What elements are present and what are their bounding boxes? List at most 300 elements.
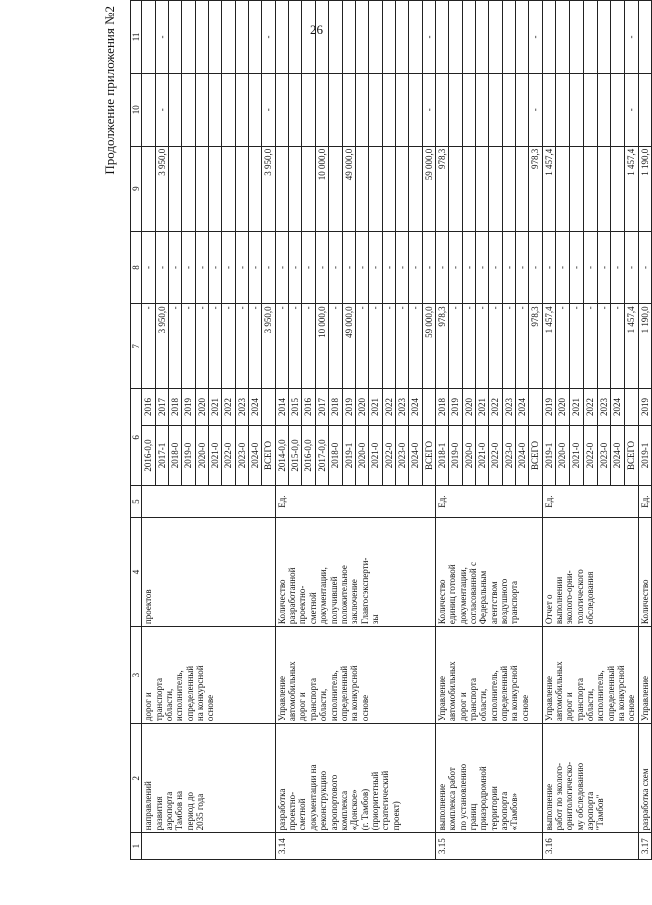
year: 2014 xyxy=(275,389,288,425)
col10-value xyxy=(542,73,556,146)
col7-value: - xyxy=(462,304,475,389)
col7-value: 1 457,4 xyxy=(624,304,638,389)
col9-value: 978,3 xyxy=(435,146,448,231)
col10-value xyxy=(556,73,570,146)
col11-value xyxy=(515,1,528,74)
col8-value: - xyxy=(235,231,248,304)
col11-value xyxy=(449,1,462,74)
col8-value: - xyxy=(462,231,475,304)
col7-value: - xyxy=(169,304,182,389)
year: 2021 xyxy=(475,389,488,425)
col8-value: - xyxy=(515,231,528,304)
col11-value xyxy=(435,1,448,74)
year-value: 2021-0 xyxy=(209,425,222,486)
col11-value xyxy=(583,1,597,74)
year: 2018 xyxy=(329,389,342,425)
col10-value: - xyxy=(155,73,168,146)
indicator: Количество разработанной проектно- сметной документации, получившей положительное заключение Главгосэксперти- зы xyxy=(275,517,435,626)
year xyxy=(529,389,542,425)
year: 2023 xyxy=(502,389,515,425)
col11-value xyxy=(409,1,422,74)
col9-value xyxy=(169,146,182,231)
col7-value: - xyxy=(597,304,611,389)
col8-value: - xyxy=(542,231,556,304)
col9-value xyxy=(597,146,611,231)
year: 2023 xyxy=(235,389,248,425)
col11-value xyxy=(209,1,222,74)
col9-value xyxy=(395,146,408,231)
row-number: 3.15 xyxy=(435,833,542,860)
col11-value xyxy=(489,1,502,74)
table-row xyxy=(435,1,448,860)
col7-value: - xyxy=(182,304,195,389)
col11-value xyxy=(369,1,382,74)
col8-value: - xyxy=(395,231,408,304)
col11-value xyxy=(302,1,315,74)
col8-value: - xyxy=(422,231,435,304)
year-value: 2018-1 xyxy=(435,425,448,486)
col10-value xyxy=(515,73,528,146)
indicator: проектов xyxy=(142,517,275,626)
col8-value: - xyxy=(195,231,208,304)
row-number: 3.17 xyxy=(638,833,651,860)
col8-value: - xyxy=(275,231,288,304)
col7-value: - xyxy=(475,304,488,389)
year-value: 2014-0,0 xyxy=(275,425,288,486)
col7-value: 10 000,0 xyxy=(315,304,328,389)
year-value: 2024-0 xyxy=(249,425,262,486)
year-value: 2020-0 xyxy=(462,425,475,486)
col9-value xyxy=(449,146,462,231)
col8-value: - xyxy=(249,231,262,304)
year-value: ВСЕГО xyxy=(262,425,275,486)
year-value: 2017-0,0 xyxy=(315,425,328,486)
col9-value: 10 000,0 xyxy=(315,146,328,231)
col10-value xyxy=(169,73,182,146)
year xyxy=(262,389,275,425)
executor: Управление xyxy=(638,627,651,724)
year: 2021 xyxy=(570,389,584,425)
col8-value: - xyxy=(583,231,597,304)
col10-value xyxy=(329,73,342,146)
activity-name: направлений развития аэропорта Тамбов на период до 2035 года xyxy=(142,724,275,833)
col7-value: - xyxy=(395,304,408,389)
col8-value: - xyxy=(611,231,625,304)
row-number: 3.16 xyxy=(542,833,638,860)
col9-value xyxy=(556,146,570,231)
year: 2019 xyxy=(182,389,195,425)
unit xyxy=(142,486,275,518)
header-col-10: 10 xyxy=(131,73,142,146)
year-value: 2019-0 xyxy=(449,425,462,486)
col9-value xyxy=(502,146,515,231)
year: 2017 xyxy=(315,389,328,425)
year: 2016 xyxy=(302,389,315,425)
col9-value: 3 950,0 xyxy=(155,146,168,231)
col7-value: 978,3 xyxy=(435,304,448,389)
year: 2024 xyxy=(611,389,625,425)
col10-value xyxy=(249,73,262,146)
col8-value: - xyxy=(369,231,382,304)
col11-value xyxy=(222,1,235,74)
col7-value: - xyxy=(409,304,422,389)
year-value: 2019-1 xyxy=(342,425,355,486)
col7-value: - xyxy=(449,304,462,389)
year: 2020 xyxy=(556,389,570,425)
col10-value xyxy=(382,73,395,146)
col9-value xyxy=(489,146,502,231)
executor: дорог и транспорта области, исполнитель, определенный на конкурсной основе xyxy=(142,627,275,724)
header-row xyxy=(131,1,142,860)
col9-value xyxy=(583,146,597,231)
col10-value xyxy=(395,73,408,146)
year-value: 2023-0 xyxy=(235,425,248,486)
unit: Ед. xyxy=(435,486,542,518)
header-col-5: 5 xyxy=(131,486,142,518)
col10-value xyxy=(289,73,302,146)
col11-value xyxy=(249,1,262,74)
col11-value xyxy=(315,1,328,74)
col7-value: 1 457,4 xyxy=(542,304,556,389)
col8-value: - xyxy=(597,231,611,304)
col9-value xyxy=(570,146,584,231)
col10-value xyxy=(235,73,248,146)
col11-value xyxy=(289,1,302,74)
col11-value xyxy=(355,1,368,74)
year: 2019 xyxy=(449,389,462,425)
col11-value: - xyxy=(529,1,542,74)
col8-value: - xyxy=(638,231,651,304)
col9-value xyxy=(209,146,222,231)
col11-value xyxy=(395,1,408,74)
year-value: 2019-1 xyxy=(542,425,556,486)
header-col-6: 6 xyxy=(131,389,142,486)
col9-value xyxy=(369,146,382,231)
col8-value: - xyxy=(355,231,368,304)
year-value: 2018-0 xyxy=(169,425,182,486)
year-value: ВСЕГО xyxy=(529,425,542,486)
col8-value: - xyxy=(624,231,638,304)
col8-value: - xyxy=(382,231,395,304)
col8-value: - xyxy=(570,231,584,304)
header-col-4: 4 xyxy=(131,517,142,626)
col10-value xyxy=(315,73,328,146)
col9-value xyxy=(275,146,288,231)
col9-value xyxy=(382,146,395,231)
col8-value: - xyxy=(169,231,182,304)
year-value: 2022-0 xyxy=(583,425,597,486)
year-value: 2015-0,0 xyxy=(289,425,302,486)
col9-value xyxy=(249,146,262,231)
col10-value xyxy=(435,73,448,146)
indicator: Количество xyxy=(638,517,651,626)
col9-value xyxy=(182,146,195,231)
unit: Ед. xyxy=(638,486,651,518)
col10-value xyxy=(409,73,422,146)
year: 2022 xyxy=(489,389,502,425)
year xyxy=(422,389,435,425)
col10-value xyxy=(583,73,597,146)
col8-value: - xyxy=(289,231,302,304)
activity-name: выполнение работ по эколого- орнитологическо- му обследованию аэропорта "Тамбов" xyxy=(542,724,638,833)
year-value: 2023-0 xyxy=(597,425,611,486)
header-col-1: 1 xyxy=(131,833,142,860)
year: 2022 xyxy=(583,389,597,425)
col7-value: - xyxy=(302,304,315,389)
col11-value xyxy=(235,1,248,74)
col10-value xyxy=(489,73,502,146)
col10-value xyxy=(502,73,515,146)
col9-value xyxy=(222,146,235,231)
col11-value xyxy=(142,1,155,74)
year-value: 2024-0 xyxy=(409,425,422,486)
col11-value xyxy=(195,1,208,74)
col9-value xyxy=(195,146,208,231)
year-value: 2021-0 xyxy=(570,425,584,486)
col9-value: 1 457,4 xyxy=(624,146,638,231)
year-value: 2019-1 xyxy=(638,425,651,486)
year-value: ВСЕГО xyxy=(624,425,638,486)
page-number: 26 xyxy=(310,22,323,37)
col10-value xyxy=(570,73,584,146)
year: 2024 xyxy=(249,389,262,425)
indicator: Количество единиц готовой документации, согласованной с Федеральным агентством воздушного транспорта xyxy=(435,517,542,626)
executor: Управление автомобильных дорог и транспорта области, исполнитель, определенный на конкурсной основе xyxy=(542,627,638,724)
col10-value xyxy=(195,73,208,146)
col11-value xyxy=(611,1,625,74)
col10-value xyxy=(597,73,611,146)
col10-value xyxy=(222,73,235,146)
col7-value: 59 000,0 xyxy=(422,304,435,389)
col9-value: 1 457,4 xyxy=(542,146,556,231)
col9-value: 49 000,0 xyxy=(342,146,355,231)
col11-value xyxy=(638,1,651,74)
col8-value: - xyxy=(475,231,488,304)
col7-value: - xyxy=(502,304,515,389)
col8-value: - xyxy=(489,231,502,304)
unit: Ед. xyxy=(542,486,638,518)
col7-value: - xyxy=(209,304,222,389)
col10-value xyxy=(638,73,651,146)
row-number xyxy=(142,833,275,860)
table-row xyxy=(275,1,288,860)
year: 2022 xyxy=(382,389,395,425)
col11-value xyxy=(502,1,515,74)
col9-value xyxy=(475,146,488,231)
col9-value xyxy=(611,146,625,231)
year: 2023 xyxy=(597,389,611,425)
col9-value xyxy=(302,146,315,231)
col10-value xyxy=(182,73,195,146)
indicator: Отчет о выполнении эколого-орни- тологического обследования xyxy=(542,517,638,626)
year-value: 2023-0 xyxy=(502,425,515,486)
col7-value: 49 000,0 xyxy=(342,304,355,389)
year: 2016 xyxy=(142,389,155,425)
col7-value: - xyxy=(489,304,502,389)
col8-value: - xyxy=(315,231,328,304)
col7-value: 1 190,0 xyxy=(638,304,651,389)
year-value: 2018-0 xyxy=(329,425,342,486)
col11-value: - xyxy=(262,1,275,74)
row-number: 3.14 xyxy=(275,833,435,860)
col11-value: - xyxy=(155,1,168,74)
col11-value xyxy=(475,1,488,74)
col9-value xyxy=(515,146,528,231)
col7-value: 3 950,0 xyxy=(155,304,168,389)
col9-value xyxy=(142,146,155,231)
col11-value xyxy=(275,1,288,74)
col10-value xyxy=(275,73,288,146)
year-value: 2023-0 xyxy=(395,425,408,486)
col7-value: - xyxy=(289,304,302,389)
col9-value: 59 000,0 xyxy=(422,146,435,231)
col7-value: - xyxy=(583,304,597,389)
year: 2024 xyxy=(515,389,528,425)
year: 2019 xyxy=(342,389,355,425)
col10-value xyxy=(209,73,222,146)
year: 2018 xyxy=(435,389,448,425)
year-value: 2016-0,0 xyxy=(142,425,155,486)
col7-value: - xyxy=(556,304,570,389)
year: 2022 xyxy=(222,389,235,425)
col11-value xyxy=(182,1,195,74)
col11-value xyxy=(597,1,611,74)
col10-value xyxy=(369,73,382,146)
col10-value xyxy=(302,73,315,146)
col8-value: - xyxy=(435,231,448,304)
col7-value: - xyxy=(235,304,248,389)
col10-value: - xyxy=(262,73,275,146)
col7-value: - xyxy=(249,304,262,389)
col9-value: 3 950,0 xyxy=(262,146,275,231)
col11-value xyxy=(382,1,395,74)
activity-name: разработка схем xyxy=(638,724,651,833)
col11-value xyxy=(462,1,475,74)
table-body xyxy=(142,1,652,860)
col11-value xyxy=(329,1,342,74)
col11-value xyxy=(342,1,355,74)
year xyxy=(624,389,638,425)
col10-value xyxy=(475,73,488,146)
col10-value xyxy=(355,73,368,146)
col10-value xyxy=(462,73,475,146)
year-value: 2020-0 xyxy=(195,425,208,486)
col8-value: - xyxy=(262,231,275,304)
col8-value: - xyxy=(342,231,355,304)
col9-value xyxy=(355,146,368,231)
year-value: 2021-0 xyxy=(369,425,382,486)
unit: Ед. xyxy=(275,486,435,518)
col7-value: 978,3 xyxy=(529,304,542,389)
col7-value: - xyxy=(222,304,235,389)
col7-value: - xyxy=(142,304,155,389)
col7-value: - xyxy=(570,304,584,389)
year: 2020 xyxy=(195,389,208,425)
table-row xyxy=(142,1,155,860)
col8-value: - xyxy=(556,231,570,304)
col8-value: - xyxy=(182,231,195,304)
year-value: 2020-0 xyxy=(556,425,570,486)
col8-value: - xyxy=(329,231,342,304)
col7-value: - xyxy=(515,304,528,389)
table-row xyxy=(638,1,651,860)
year-value: 2016-0,0 xyxy=(302,425,315,486)
col9-value xyxy=(462,146,475,231)
col7-value: - xyxy=(611,304,625,389)
year: 2020 xyxy=(462,389,475,425)
col7-value: 3 950,0 xyxy=(262,304,275,389)
header-col-11: 11 xyxy=(131,1,142,74)
col7-value: - xyxy=(275,304,288,389)
col10-value: - xyxy=(624,73,638,146)
header-col-3: 3 xyxy=(131,627,142,724)
year: 2019 xyxy=(542,389,556,425)
col9-value xyxy=(329,146,342,231)
table-row xyxy=(542,1,556,860)
year: 2018 xyxy=(169,389,182,425)
header-col-9: 9 xyxy=(131,146,142,231)
col10-value: - xyxy=(422,73,435,146)
year-value: 2019-0 xyxy=(182,425,195,486)
col9-value: 1 190,0 xyxy=(638,146,651,231)
year: 2017 xyxy=(155,389,168,425)
col9-value xyxy=(289,146,302,231)
year-value: 2024-0 xyxy=(515,425,528,486)
col8-value: - xyxy=(409,231,422,304)
col8-value: - xyxy=(209,231,222,304)
col10-value: - xyxy=(529,73,542,146)
col7-value: - xyxy=(369,304,382,389)
year: 2021 xyxy=(369,389,382,425)
year: 2023 xyxy=(395,389,408,425)
rotated-page xyxy=(90,0,650,860)
col11-value: - xyxy=(422,1,435,74)
year-value: 2022-0 xyxy=(489,425,502,486)
col8-value: - xyxy=(302,231,315,304)
year: 2021 xyxy=(209,389,222,425)
continuation-caption: Продолжение приложения №2 xyxy=(102,6,117,175)
col7-value: - xyxy=(382,304,395,389)
year: 2024 xyxy=(409,389,422,425)
col8-value: - xyxy=(222,231,235,304)
col7-value: - xyxy=(355,304,368,389)
year-value: 2022-0 xyxy=(222,425,235,486)
year-value: 2020-0 xyxy=(355,425,368,486)
col11-value xyxy=(169,1,182,74)
col8-value: - xyxy=(502,231,515,304)
col9-value xyxy=(409,146,422,231)
col9-value xyxy=(235,146,248,231)
year-value: 2022-0 xyxy=(382,425,395,486)
col10-value xyxy=(611,73,625,146)
year-value: ВСЕГО xyxy=(422,425,435,486)
col10-value xyxy=(342,73,355,146)
col11-value xyxy=(570,1,584,74)
col11-value xyxy=(556,1,570,74)
activity-name: выполнение комплекса работ по установлению границ приаэродромной территории аэропорта «Тамбов» xyxy=(435,724,542,833)
col10-value xyxy=(142,73,155,146)
col8-value: - xyxy=(155,231,168,304)
year: 2019 xyxy=(638,389,651,425)
col7-value: - xyxy=(195,304,208,389)
col11-value: - xyxy=(624,1,638,74)
col8-value: - xyxy=(449,231,462,304)
header-col-7: 7 xyxy=(131,304,142,389)
col8-value: - xyxy=(529,231,542,304)
year-value: 2021-0 xyxy=(475,425,488,486)
header-col-2: 2 xyxy=(131,724,142,833)
col9-value: 978,3 xyxy=(529,146,542,231)
